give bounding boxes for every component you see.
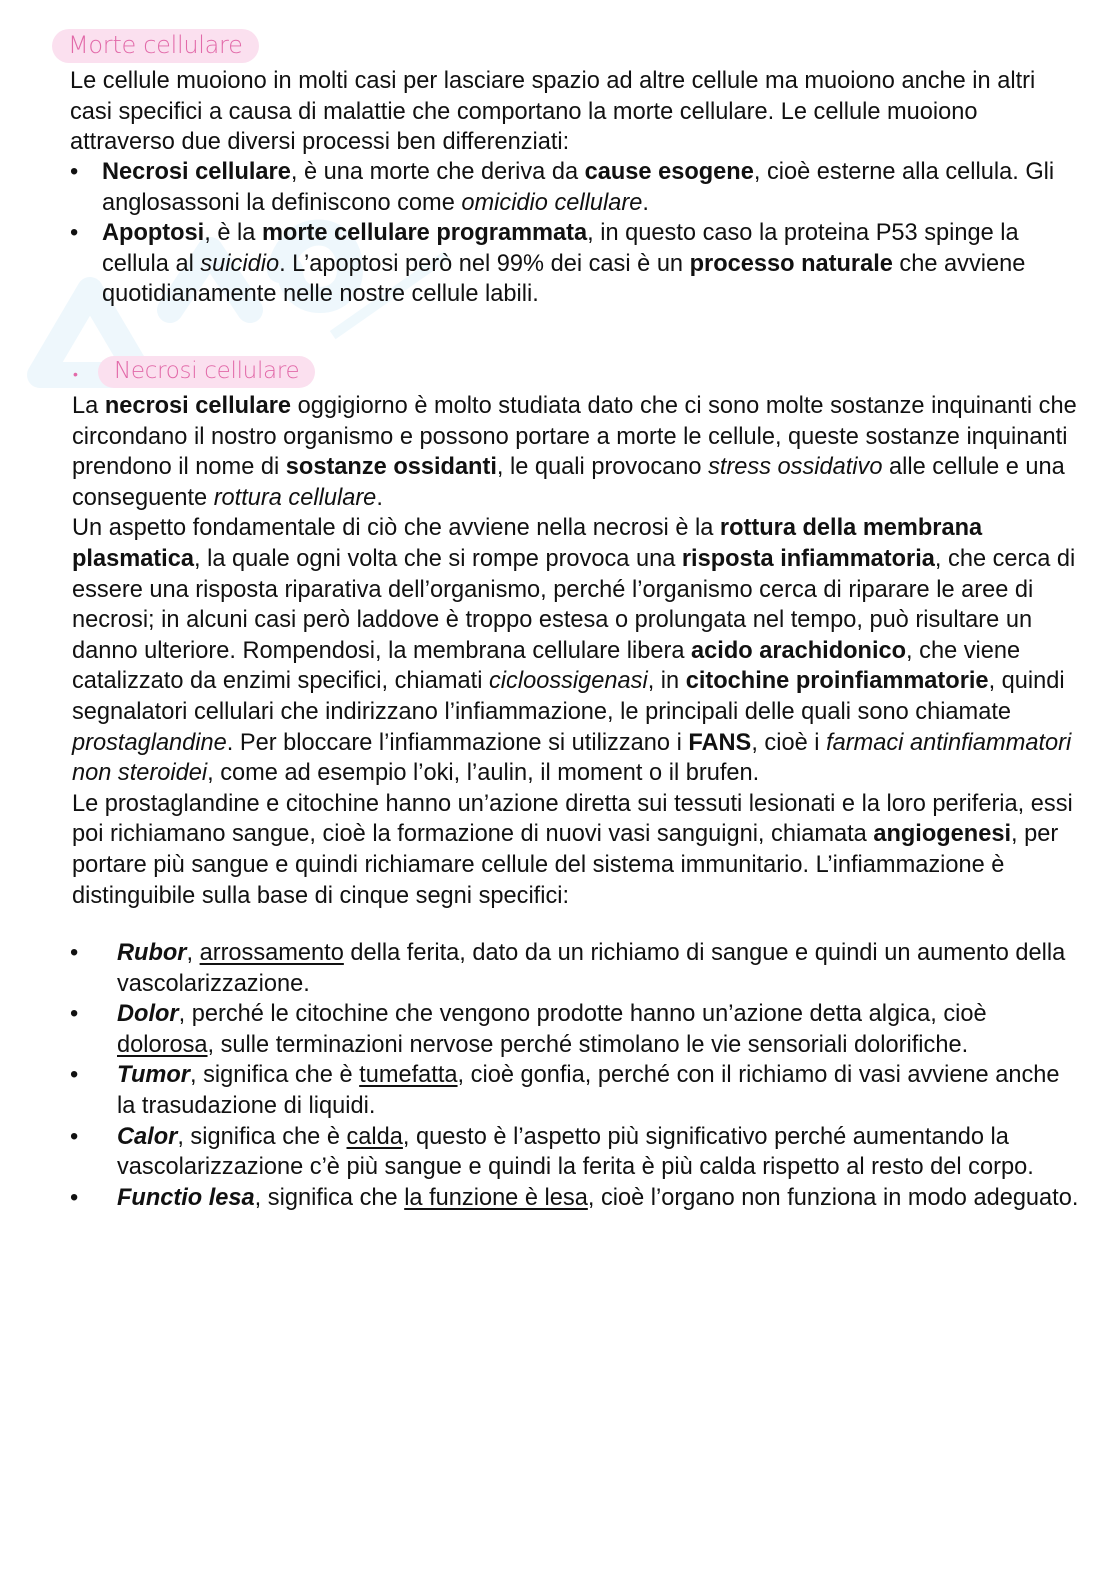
section-title-morte-cellulare: Morte cellulare	[52, 29, 259, 63]
text-segment: , perché le citochine che vengono prodotte hanno un’azione detta algica, cioè	[178, 1001, 987, 1028]
text-segment: angiogenesi	[873, 821, 1012, 848]
text-segment: Un aspetto fondamentale di ciò che avviene nella necrosi è la	[72, 515, 720, 542]
text-segment: , cioè l’organo non funziona in modo adeguato.	[587, 1184, 1079, 1211]
list-item-sign	[70, 938, 1082, 999]
text-segment: ,	[186, 940, 200, 966]
underlined-term: arrossamento	[199, 940, 344, 966]
text-segment: alle cellule e una conseguente	[72, 454, 1065, 511]
list-item-sign	[70, 999, 1082, 1060]
text-segment: , cioè gonfia, perché con il richiamo di vasi avviene anche la trasudazione di liquidi.	[117, 1062, 1060, 1119]
list-item-sign	[70, 1183, 1082, 1214]
text-segment: farmaci antinfiammatori non steroidei	[72, 729, 1072, 787]
bullet-dot: •	[70, 159, 79, 185]
text-segment: , che cerca di essere una risposta riparativa dell’organismo, perché l’organismo cerca di riparare le aree di necrosi; in alcuni casi però laddove è troppo estesa o prolungata nel tempo, può risultare un danno ulteriore. Rompendosi, la membrana cellulare libera	[72, 545, 1076, 664]
sign-term: Tumor	[117, 1062, 190, 1089]
text-segment: prostaglandine	[72, 729, 227, 756]
bullet-dot: •	[70, 940, 79, 966]
text-segment: , quindi segnalatori cellulari che indirizzano l’infiammazione, le principali delle quali sono chiamate	[72, 668, 1065, 725]
text-segment: La	[72, 393, 105, 419]
list-item-sign	[70, 1060, 1082, 1121]
text-segment: della ferita, dato da un richiamo di sangue e quindi un aumento della vascolarizzazione.	[117, 940, 1066, 997]
text-segment: oggigiorno è molto studiata dato che ci sono molte sostanze inquinanti che circondano il nostro organismo e possono portare a morte le cellule, queste sostanze inquinanti prendono il nome di	[72, 393, 1077, 481]
list-item-sign	[70, 1122, 1082, 1183]
text-segment: FANS	[688, 729, 752, 756]
text-segment: . Per bloccare l’infiammazione si utilizzano i	[226, 729, 689, 756]
text-segment: , che viene catalizzato da enzimi specifici, chiamati	[72, 637, 1021, 695]
term-bold: Necrosi cellulare	[102, 159, 291, 185]
underlined-term: la funzione è lesa	[404, 1184, 588, 1211]
section-title-necrosi-cellulare: Necrosi cellulare	[98, 356, 315, 388]
text-segment: acido arachidonico	[691, 637, 907, 664]
text-segment: , cioè i	[751, 729, 827, 756]
inflammation-signs-list	[70, 938, 1082, 1213]
text-segment: , significa che	[254, 1184, 405, 1211]
text-segment: Le prostaglandine e citochine hanno un’azione diretta sui tessuti lesionati e la loro periferia, essi poi richiamano sangue, cioè la formazione di nuovi vasi sanguigni, chiamata	[72, 790, 1073, 848]
bullet-dot: •	[70, 1184, 79, 1211]
text-segment: .	[376, 484, 383, 511]
text-segment: , significa che è	[177, 1123, 347, 1150]
text-segment: cicloossigenasi	[489, 668, 648, 695]
underlined-term: calda	[346, 1123, 403, 1150]
text-segment: rottura della membrana plasmatica	[72, 515, 983, 572]
text-segment: , come ad esempio l’oki, l’aulin, il moment o il brufen.	[207, 760, 760, 787]
text-segment: sostanze ossidanti	[285, 454, 497, 481]
subsection-bullet: •	[73, 366, 78, 382]
text-segment: necrosi cellulare	[104, 393, 292, 419]
text-segment: , per portare più sangue e quindi richiamare cellule del sistema immunitario. L’infiammazione è distinguibile sulla base di cinque segni specifici:	[72, 821, 1059, 909]
text-segment: , sulle terminazioni nervose perché stimolano le vie sensoriali dolorifiche.	[207, 1031, 969, 1058]
text-segment: risposta infiammatoria	[681, 545, 935, 572]
sign-term: Rubor	[117, 940, 187, 966]
text-segment: , significa che è	[189, 1062, 360, 1089]
text-segment: citochine proinfiammatorie	[685, 668, 989, 695]
text-segment: , questo è l’aspetto più significativo perché aumentando la vascolarizzazione c’è più sangue e quindi la ferita è più calda rispetto al resto del corpo.	[117, 1123, 1034, 1181]
bullet-dot: •	[70, 220, 79, 247]
text-segment: , in	[647, 668, 686, 695]
text-segment: , le quali provocano	[496, 454, 709, 481]
text-segment: , la quale ogni volta che si rompe provoca una	[193, 545, 682, 572]
sign-term: Functio lesa	[117, 1184, 255, 1211]
sign-term: Dolor	[117, 1001, 179, 1028]
text-segment: stress ossidativo	[708, 454, 883, 481]
necrosi-paragraph	[72, 391, 1082, 911]
list-item-apoptosi: • Apoptosi, è la morte cellulare programmata, in questo caso la proteina P53 spinge la cellula al suicidio. L’apoptosi però nel 99% dei casi è un processo naturale che avviene quotidianamente nelle nostre cellule labili.	[70, 220, 1026, 308]
cell-death-process-list	[70, 157, 1082, 310]
bullet-dot: •	[70, 1001, 79, 1028]
term-bold: Apoptosi	[102, 220, 205, 247]
text-segment: rottura cellulare	[213, 484, 377, 511]
sign-term: Calor	[117, 1123, 178, 1150]
list-item-necrosi: • Necrosi cellulare, è una morte che deriva da cause esogene, cioè esterne alla cellula. Gli anglosassoni la definiscono come omicidio cellulare.	[70, 159, 1055, 216]
bullet-dot: •	[70, 1123, 79, 1150]
bullet-dot: •	[70, 1062, 79, 1089]
underlined-term: tumefatta	[359, 1062, 458, 1089]
intro-paragraph: Le cellule muoiono in molti casi per lasciare spazio ad altre cellule ma muoiono anche in altri casi specifici a causa di malattie che comportano la morte cellulare. Le cellule muoiono attraverso due diversi processi ben differenziati:	[70, 68, 1036, 156]
underlined-term: dolorosa	[117, 1031, 208, 1058]
